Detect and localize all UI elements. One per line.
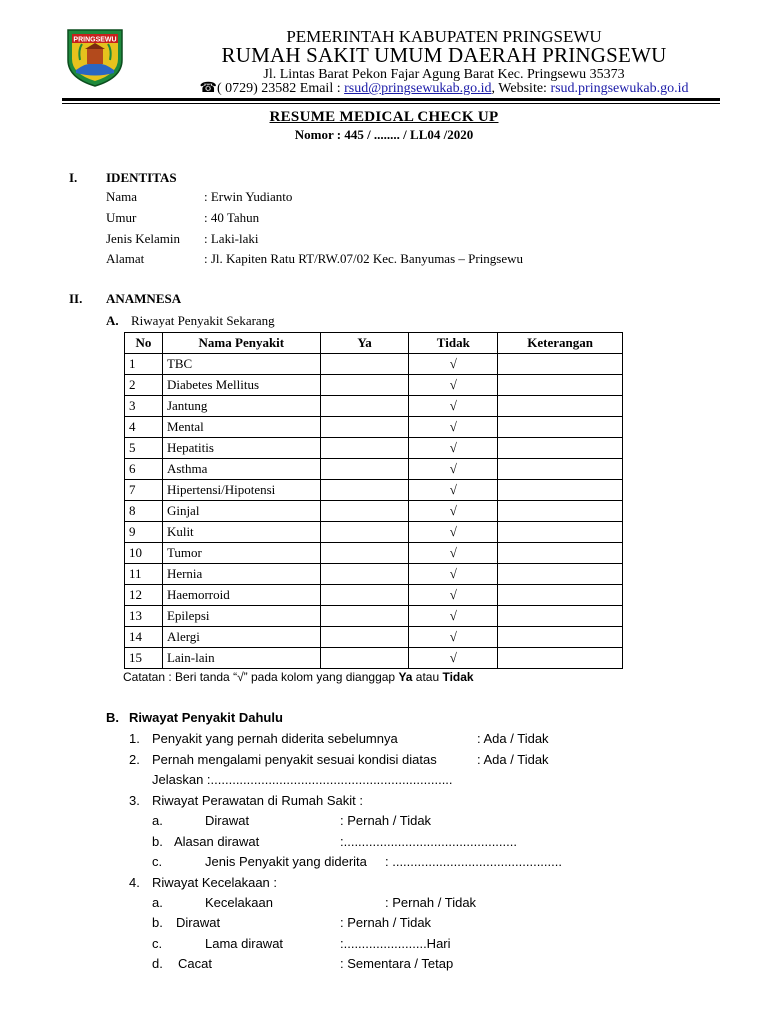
question-text-3: Riwayat Perawatan di Rumah Sakit :	[152, 793, 363, 808]
cell-disease-name: Hernia	[162, 564, 320, 585]
cell-no: 8	[125, 501, 163, 522]
col-header-no: No	[125, 333, 163, 354]
cell-disease-name: Alergi	[162, 627, 320, 648]
table-row	[125, 522, 623, 543]
phone-text: ( 0729) 23582 Email :	[216, 81, 345, 96]
cell-no: 5	[125, 438, 163, 459]
cell-no: 13	[125, 606, 163, 627]
field-value-umur: : 40 Tahun	[204, 210, 260, 225]
question-text-4: Riwayat Kecelakaan :	[152, 875, 278, 890]
cell-tidak-check: √	[409, 480, 498, 501]
sub-item-label-dirawat-kecelakaan: Dirawat	[176, 915, 221, 930]
cell-ya	[320, 459, 409, 480]
sub-item-label-cacat: Cacat	[178, 956, 212, 971]
sub-item-letter: b.	[152, 915, 163, 930]
sub-item-letter: a.	[152, 813, 163, 828]
field-label-alamat: Alamat	[106, 251, 145, 266]
cell-no: 9	[125, 522, 163, 543]
sub-item-value-kecelakaan: : Pernah / Tidak	[385, 895, 477, 910]
hospital-contact	[120, 80, 768, 97]
cell-disease-name: Diabetes Mellitus	[162, 375, 320, 396]
cell-keterangan	[498, 585, 623, 606]
cell-keterangan	[498, 543, 623, 564]
cell-disease-name: Hipertensi/Hipotensi	[162, 480, 320, 501]
cell-tidak-check: √	[409, 354, 498, 375]
logo-text: PRINGSEWU	[73, 36, 117, 44]
table-row	[125, 480, 623, 501]
field-value-alamat: : Jl. Kapiten Ratu RT/RW.07/02 Kec. Banyumas – Pringsewu	[204, 251, 524, 266]
cell-keterangan	[498, 354, 623, 375]
table-row	[125, 354, 623, 375]
question-number-4: 4.	[129, 875, 140, 890]
cell-no: 7	[125, 480, 163, 501]
cell-tidak-check: √	[409, 417, 498, 438]
table-row	[125, 648, 623, 669]
sub-item-label-jenis-penyakit: Jenis Penyakit yang diderita	[205, 854, 367, 869]
cell-no: 3	[125, 396, 163, 417]
cell-ya	[320, 354, 409, 375]
field-value-nama: : Erwin Yudianto	[204, 189, 293, 204]
sub-item-value-dirawat-kecelakaan: : Pernah / Tidak	[340, 915, 432, 930]
cell-no: 2	[125, 375, 163, 396]
government-name: PEMERINTAH KABUPATEN PRINGSEWU	[286, 27, 602, 46]
question-number-2: 2.	[129, 752, 140, 767]
cell-disease-name: Asthma	[162, 459, 320, 480]
cell-disease-name: Tumor	[162, 543, 320, 564]
table-row	[125, 564, 623, 585]
sub-item-value-cacat: : Sementara / Tetap	[340, 956, 454, 971]
section-number-anamnesa: II.	[69, 291, 83, 306]
table-row	[125, 627, 623, 648]
cell-tidak-check: √	[409, 606, 498, 627]
cell-ya	[320, 375, 409, 396]
explain-line: Jelaskan :...................................................................	[152, 772, 453, 787]
sub-item-label-lama-dirawat: Lama dirawat	[205, 936, 284, 951]
table-row	[125, 375, 623, 396]
disease-table	[124, 332, 623, 669]
table-row	[125, 501, 623, 522]
cell-ya	[320, 417, 409, 438]
table-header-row	[125, 333, 623, 354]
cell-no: 1	[125, 354, 163, 375]
website-label: , Website:	[491, 81, 551, 96]
email-link[interactable]: rsud@pringsewukab.go.id	[344, 81, 492, 96]
cell-keterangan	[498, 396, 623, 417]
table-note-tidak: Tidak	[442, 670, 474, 684]
section-number-identitas: I.	[69, 170, 78, 185]
table-note-ya: Ya	[398, 670, 413, 684]
cell-tidak-check: √	[409, 564, 498, 585]
col-header-keterangan: Keterangan	[498, 333, 623, 354]
cell-tidak-check: √	[409, 375, 498, 396]
sub-item-label-dirawat: Dirawat	[205, 813, 250, 828]
field-label-nama: Nama	[106, 189, 138, 204]
question-answer-2: : Ada / Tidak	[477, 752, 549, 767]
cell-tidak-check: √	[409, 459, 498, 480]
cell-no: 11	[125, 564, 163, 585]
table-row	[125, 543, 623, 564]
question-text-2: Pernah mengalami penyakit sesuai kondisi diatas	[152, 752, 437, 767]
cell-ya	[320, 480, 409, 501]
cell-keterangan	[498, 606, 623, 627]
sub-item-letter: a.	[152, 895, 163, 910]
cell-ya	[320, 396, 409, 417]
cell-keterangan	[498, 480, 623, 501]
document-title: RESUME MEDICAL CHECK UP	[269, 109, 499, 125]
phone-icon: ☎	[199, 81, 217, 96]
letterhead-divider-thin	[62, 103, 720, 104]
cell-tidak-check: √	[409, 396, 498, 417]
cell-ya	[320, 522, 409, 543]
website-link[interactable]: rsud.pringsewukab.go.id	[550, 81, 689, 96]
sub-item-value-jenis-penyakit: : ...............................................	[385, 854, 562, 869]
table-row	[125, 438, 623, 459]
table-note	[123, 669, 474, 685]
cell-keterangan	[498, 522, 623, 543]
sub-item-label-kecelakaan: Kecelakaan	[205, 895, 273, 910]
document-number: Nomor : 445 / ........ / LL04 /2020	[294, 127, 474, 142]
letterhead-divider-thick	[62, 98, 720, 101]
cell-keterangan	[498, 501, 623, 522]
table-row	[125, 585, 623, 606]
cell-keterangan	[498, 459, 623, 480]
pringsewu-regency-logo	[62, 26, 128, 88]
col-header-ya: Ya	[320, 333, 409, 354]
table-row	[125, 396, 623, 417]
cell-keterangan	[498, 438, 623, 459]
cell-disease-name: Kulit	[162, 522, 320, 543]
cell-keterangan	[498, 627, 623, 648]
col-header-nama-penyakit: Nama Penyakit	[162, 333, 320, 354]
table-row	[125, 606, 623, 627]
cell-keterangan	[498, 375, 623, 396]
question-text-1: Penyakit yang pernah diderita sebelumnya	[152, 731, 398, 746]
subsection-title-a: Riwayat Penyakit Sekarang	[131, 313, 275, 328]
cell-ya	[320, 585, 409, 606]
cell-no: 10	[125, 543, 163, 564]
cell-disease-name: Lain-lain	[162, 648, 320, 669]
cell-no: 12	[125, 585, 163, 606]
sub-item-letter: b.	[152, 834, 163, 849]
sub-item-value-alasan: :................................................	[340, 834, 517, 849]
cell-tidak-check: √	[409, 522, 498, 543]
question-number-1: 1.	[129, 731, 140, 746]
field-value-jenis-kelamin: : Laki-laki	[204, 231, 259, 246]
cell-ya	[320, 543, 409, 564]
cell-disease-name: Jantung	[162, 396, 320, 417]
question-number-3: 3.	[129, 793, 140, 808]
field-label-umur: Umur	[106, 210, 137, 225]
subsection-letter-b: B.	[106, 710, 119, 725]
hospital-name: RUMAH SAKIT UMUM DAERAH PRINGSEWU	[221, 43, 667, 67]
sub-item-letter: d.	[152, 956, 163, 971]
cell-tidak-check: √	[409, 585, 498, 606]
cell-ya	[320, 606, 409, 627]
cell-tidak-check: √	[409, 501, 498, 522]
table-note-text: Catatan : Beri tanda “√” pada kolom yang dianggap	[123, 670, 399, 684]
subsection-title-b: Riwayat Penyakit Dahulu	[129, 710, 283, 725]
cell-disease-name: Hepatitis	[162, 438, 320, 459]
sub-item-value-dirawat: : Pernah / Tidak	[340, 813, 432, 828]
cell-tidak-check: √	[409, 543, 498, 564]
table-row	[125, 417, 623, 438]
cell-disease-name: Mental	[162, 417, 320, 438]
cell-ya	[320, 501, 409, 522]
cell-disease-name: Ginjal	[162, 501, 320, 522]
cell-ya	[320, 438, 409, 459]
cell-ya	[320, 648, 409, 669]
section-heading-anamnesa: ANAMNESA	[106, 291, 182, 306]
col-header-tidak: Tidak	[409, 333, 498, 354]
subsection-letter-a: A.	[106, 313, 119, 328]
field-label-jenis-kelamin: Jenis Kelamin	[106, 231, 181, 246]
question-answer-1: : Ada / Tidak	[477, 731, 549, 746]
table-note-mid: atau	[412, 670, 443, 684]
cell-disease-name: TBC	[162, 354, 320, 375]
cell-ya	[320, 627, 409, 648]
cell-keterangan	[498, 417, 623, 438]
cell-keterangan	[498, 648, 623, 669]
cell-disease-name: Haemorroid	[162, 585, 320, 606]
sub-item-value-lama-dirawat: :.......................Hari	[340, 936, 451, 951]
cell-tidak-check: √	[409, 627, 498, 648]
cell-no: 4	[125, 417, 163, 438]
sub-item-label-alasan: Alasan dirawat	[174, 834, 260, 849]
cell-keterangan	[498, 564, 623, 585]
hospital-address: Jl. Lintas Barat Pekon Fajar Agung Barat Kec. Pringsewu 35373	[263, 67, 625, 82]
cell-no: 15	[125, 648, 163, 669]
sub-item-letter: c.	[152, 854, 163, 869]
cell-tidak-check: √	[409, 438, 498, 459]
cell-no: 14	[125, 627, 163, 648]
cell-disease-name: Epilepsi	[162, 606, 320, 627]
section-heading-identitas: IDENTITAS	[106, 170, 177, 185]
cell-no: 6	[125, 459, 163, 480]
sub-item-letter: c.	[152, 936, 163, 951]
table-row	[125, 459, 623, 480]
cell-tidak-check: √	[409, 648, 498, 669]
cell-ya	[320, 564, 409, 585]
